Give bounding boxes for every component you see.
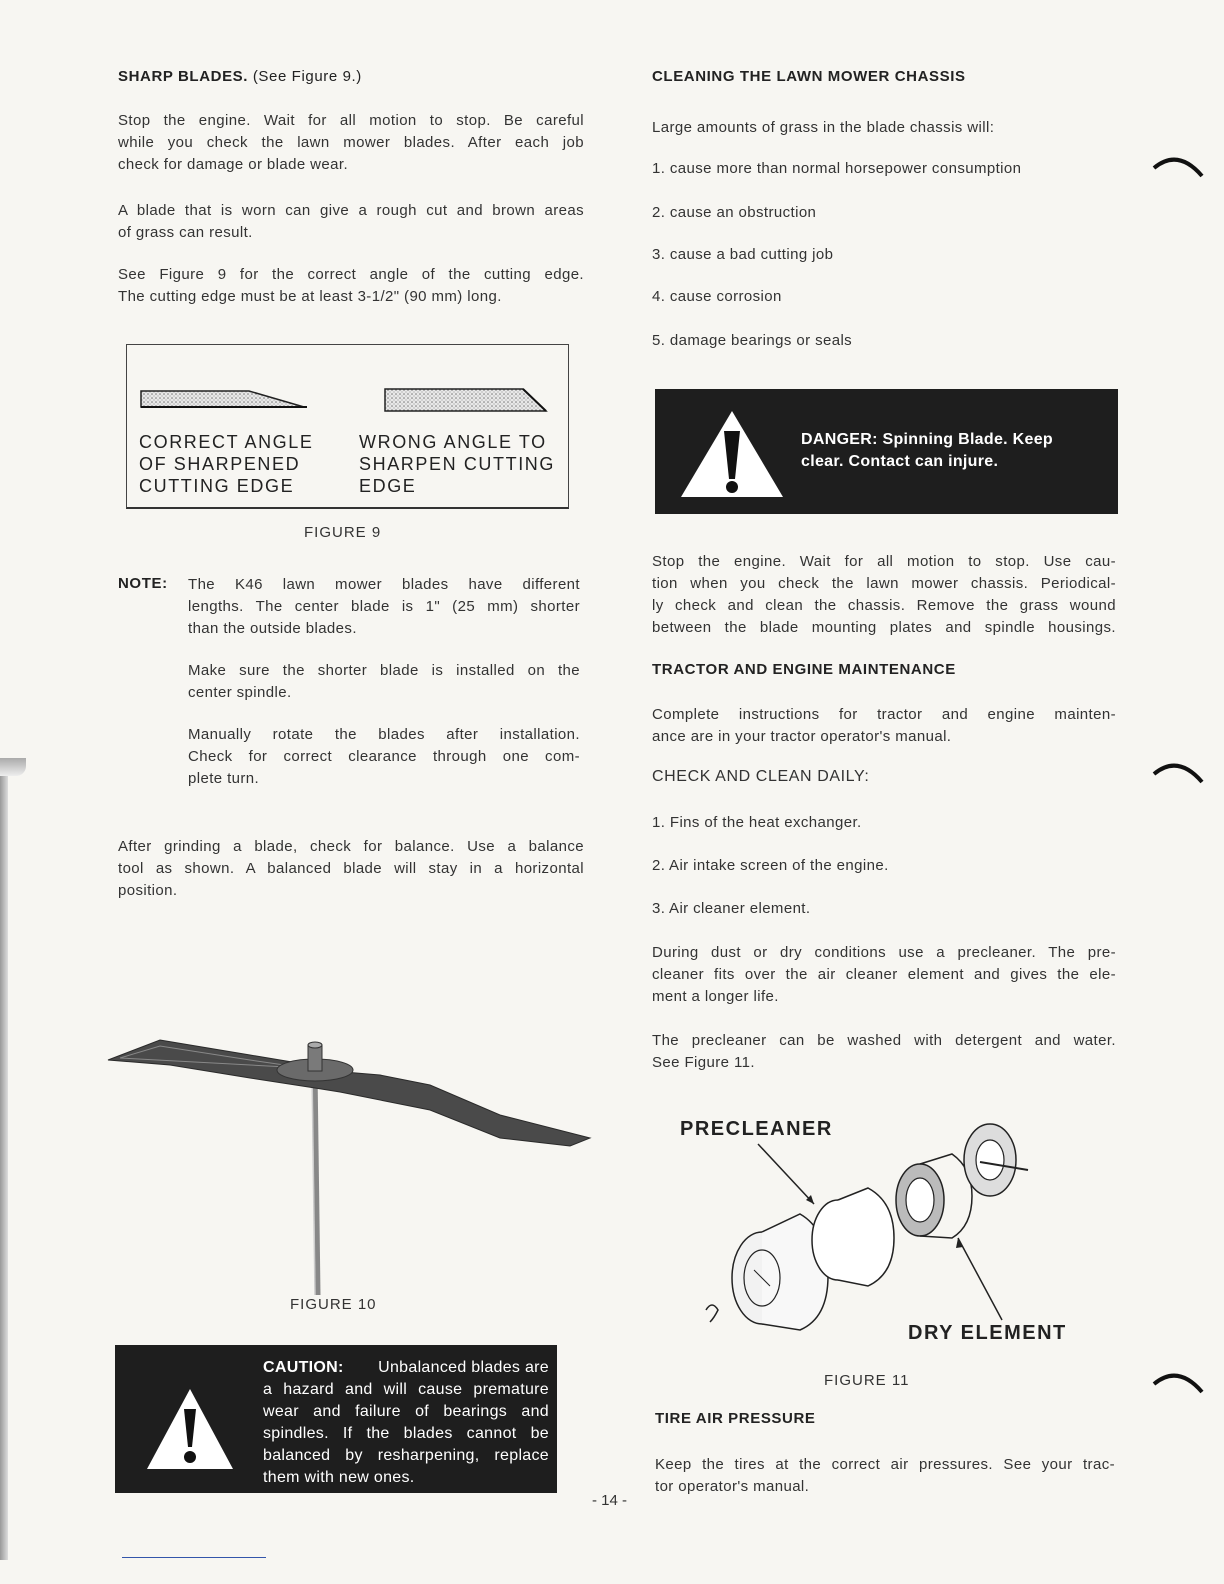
- wrong-angle-label: WRONG ANGLE TO SHARPEN CUTTING EDGE: [359, 432, 556, 496]
- daily-item-3: 3. Air cleaner element.: [652, 900, 811, 917]
- balance-para: After grinding a blade, check for balance. Use a balance tool as shown. A balanced blade will stay in a horizontal position.: [118, 838, 584, 899]
- scan-edge-shadow: [0, 760, 8, 1560]
- cleaning-item-3: 3. cause a bad cutting job: [652, 246, 834, 263]
- cleaning-item-4: 4. cause corrosion: [652, 288, 782, 305]
- caution-text: CAUTION: Unbalanced blades are a hazard and will cause premature wear and failure of bearings and spindles. If the blades cannot be balanced by resharpening, replace them with new ones.: [263, 1359, 549, 1486]
- danger-text: DANGER: Spinning Blade. Keep clear. Contact can injure.: [801, 431, 1053, 470]
- correct-angle-label: CORRECT ANGLE OF SHARPENED CUTTING EDGE: [139, 432, 314, 496]
- danger-box: [655, 389, 1118, 514]
- wash-para: The precleaner can be washed with detergent and water. See Figure 11.: [652, 1032, 1116, 1071]
- binder-ring-mark: [1150, 1366, 1210, 1406]
- figure-9-caption: FIGURE 9: [304, 524, 382, 541]
- note-para2: Make sure the shorter blade is installed on the center spindle.: [188, 662, 580, 701]
- note-para3: Manually rotate the blades after installation. Check for correct clearance through one com- plete turn.: [188, 726, 580, 787]
- figure-9-box: [126, 344, 569, 509]
- daily-item-1: 1. Fins of the heat exchanger.: [652, 814, 862, 831]
- figure-10-blade-balance-illustration: [100, 1020, 600, 1300]
- wrong-blade-angle-illustration: [383, 385, 553, 413]
- binder-ring-mark: [1150, 756, 1210, 796]
- daily-heading: CHECK AND CLEAN DAILY:: [652, 768, 870, 785]
- binder-ring-mark: [1150, 150, 1210, 190]
- caution-box: [115, 1345, 557, 1493]
- note-para1: The K46 lawn mower blades have different lengths. The center blade is 1" (25 mm) shorter than the outside blades.: [188, 576, 580, 637]
- blue-rule: [122, 1557, 266, 1558]
- cleaning-heading: CLEANING THE LAWN MOWER CHASSIS: [652, 68, 966, 85]
- dry-element-label: DRY ELEMENT: [908, 1322, 1067, 1344]
- sharp-blades-heading: SHARP BLADES. (See Figure 9.): [118, 68, 362, 85]
- note-label: NOTE:: [118, 575, 168, 592]
- tractor-para: Complete instructions for tractor and engine mainten- ance are in your tractor operator's manual.: [652, 706, 1116, 745]
- warning-triangle-icon: [145, 1387, 235, 1472]
- cleaning-item-2: 2. cause an obstruction: [652, 204, 817, 221]
- warning-triangle-icon: [677, 409, 787, 501]
- cleaning-intro: Large amounts of grass in the blade chassis will:: [652, 119, 995, 136]
- chassis-check-para: Stop the engine. Wait for all motion to stop. Use cau- tion when you check the lawn mower chassis. Periodical- ly check and clean the chassis. Remove the grass wound between the blade mounting plates and spindle housings.: [652, 553, 1116, 636]
- scan-edge-shadow-top: [0, 758, 26, 776]
- sharp-blades-para1: Stop the engine. Wait for all motion to stop. Be careful while you check the lawn mower blades. After each job check for damage or blade wear.: [118, 112, 584, 173]
- cleaning-item-5: 5. damage bearings or seals: [652, 332, 853, 349]
- correct-blade-angle-illustration: [139, 389, 309, 413]
- tire-heading: TIRE AIR PRESSURE: [655, 1410, 816, 1427]
- cleaning-item-1: 1. cause more than normal horsepower consumption: [652, 160, 1022, 177]
- precleaner-label: PRECLEANER: [680, 1118, 833, 1140]
- figure-11-air-cleaner-illustration: [690, 1110, 1050, 1340]
- sharp-blades-para3: See Figure 9 for the correct angle of the cutting edge. The cutting edge must be at least 3-1/2" (90 mm) long.: [118, 266, 584, 305]
- tire-para: Keep the tires at the correct air pressures. See your trac- tor operator's manual.: [655, 1456, 1115, 1495]
- figure-11-caption: FIGURE 11: [824, 1372, 910, 1389]
- daily-item-2: 2. Air intake screen of the engine.: [652, 857, 889, 874]
- precleaner-para: During dust or dry conditions use a precleaner. The pre- cleaner fits over the air cleaner element and gives the ele- ment a longer life.: [652, 944, 1116, 1005]
- tractor-heading: TRACTOR AND ENGINE MAINTENANCE: [652, 661, 956, 678]
- page-number: - 14 -: [592, 1492, 628, 1509]
- figure-10-caption: FIGURE 10: [290, 1296, 377, 1313]
- sharp-blades-para2: A blade that is worn can give a rough cut and brown areas of grass can result.: [118, 202, 584, 241]
